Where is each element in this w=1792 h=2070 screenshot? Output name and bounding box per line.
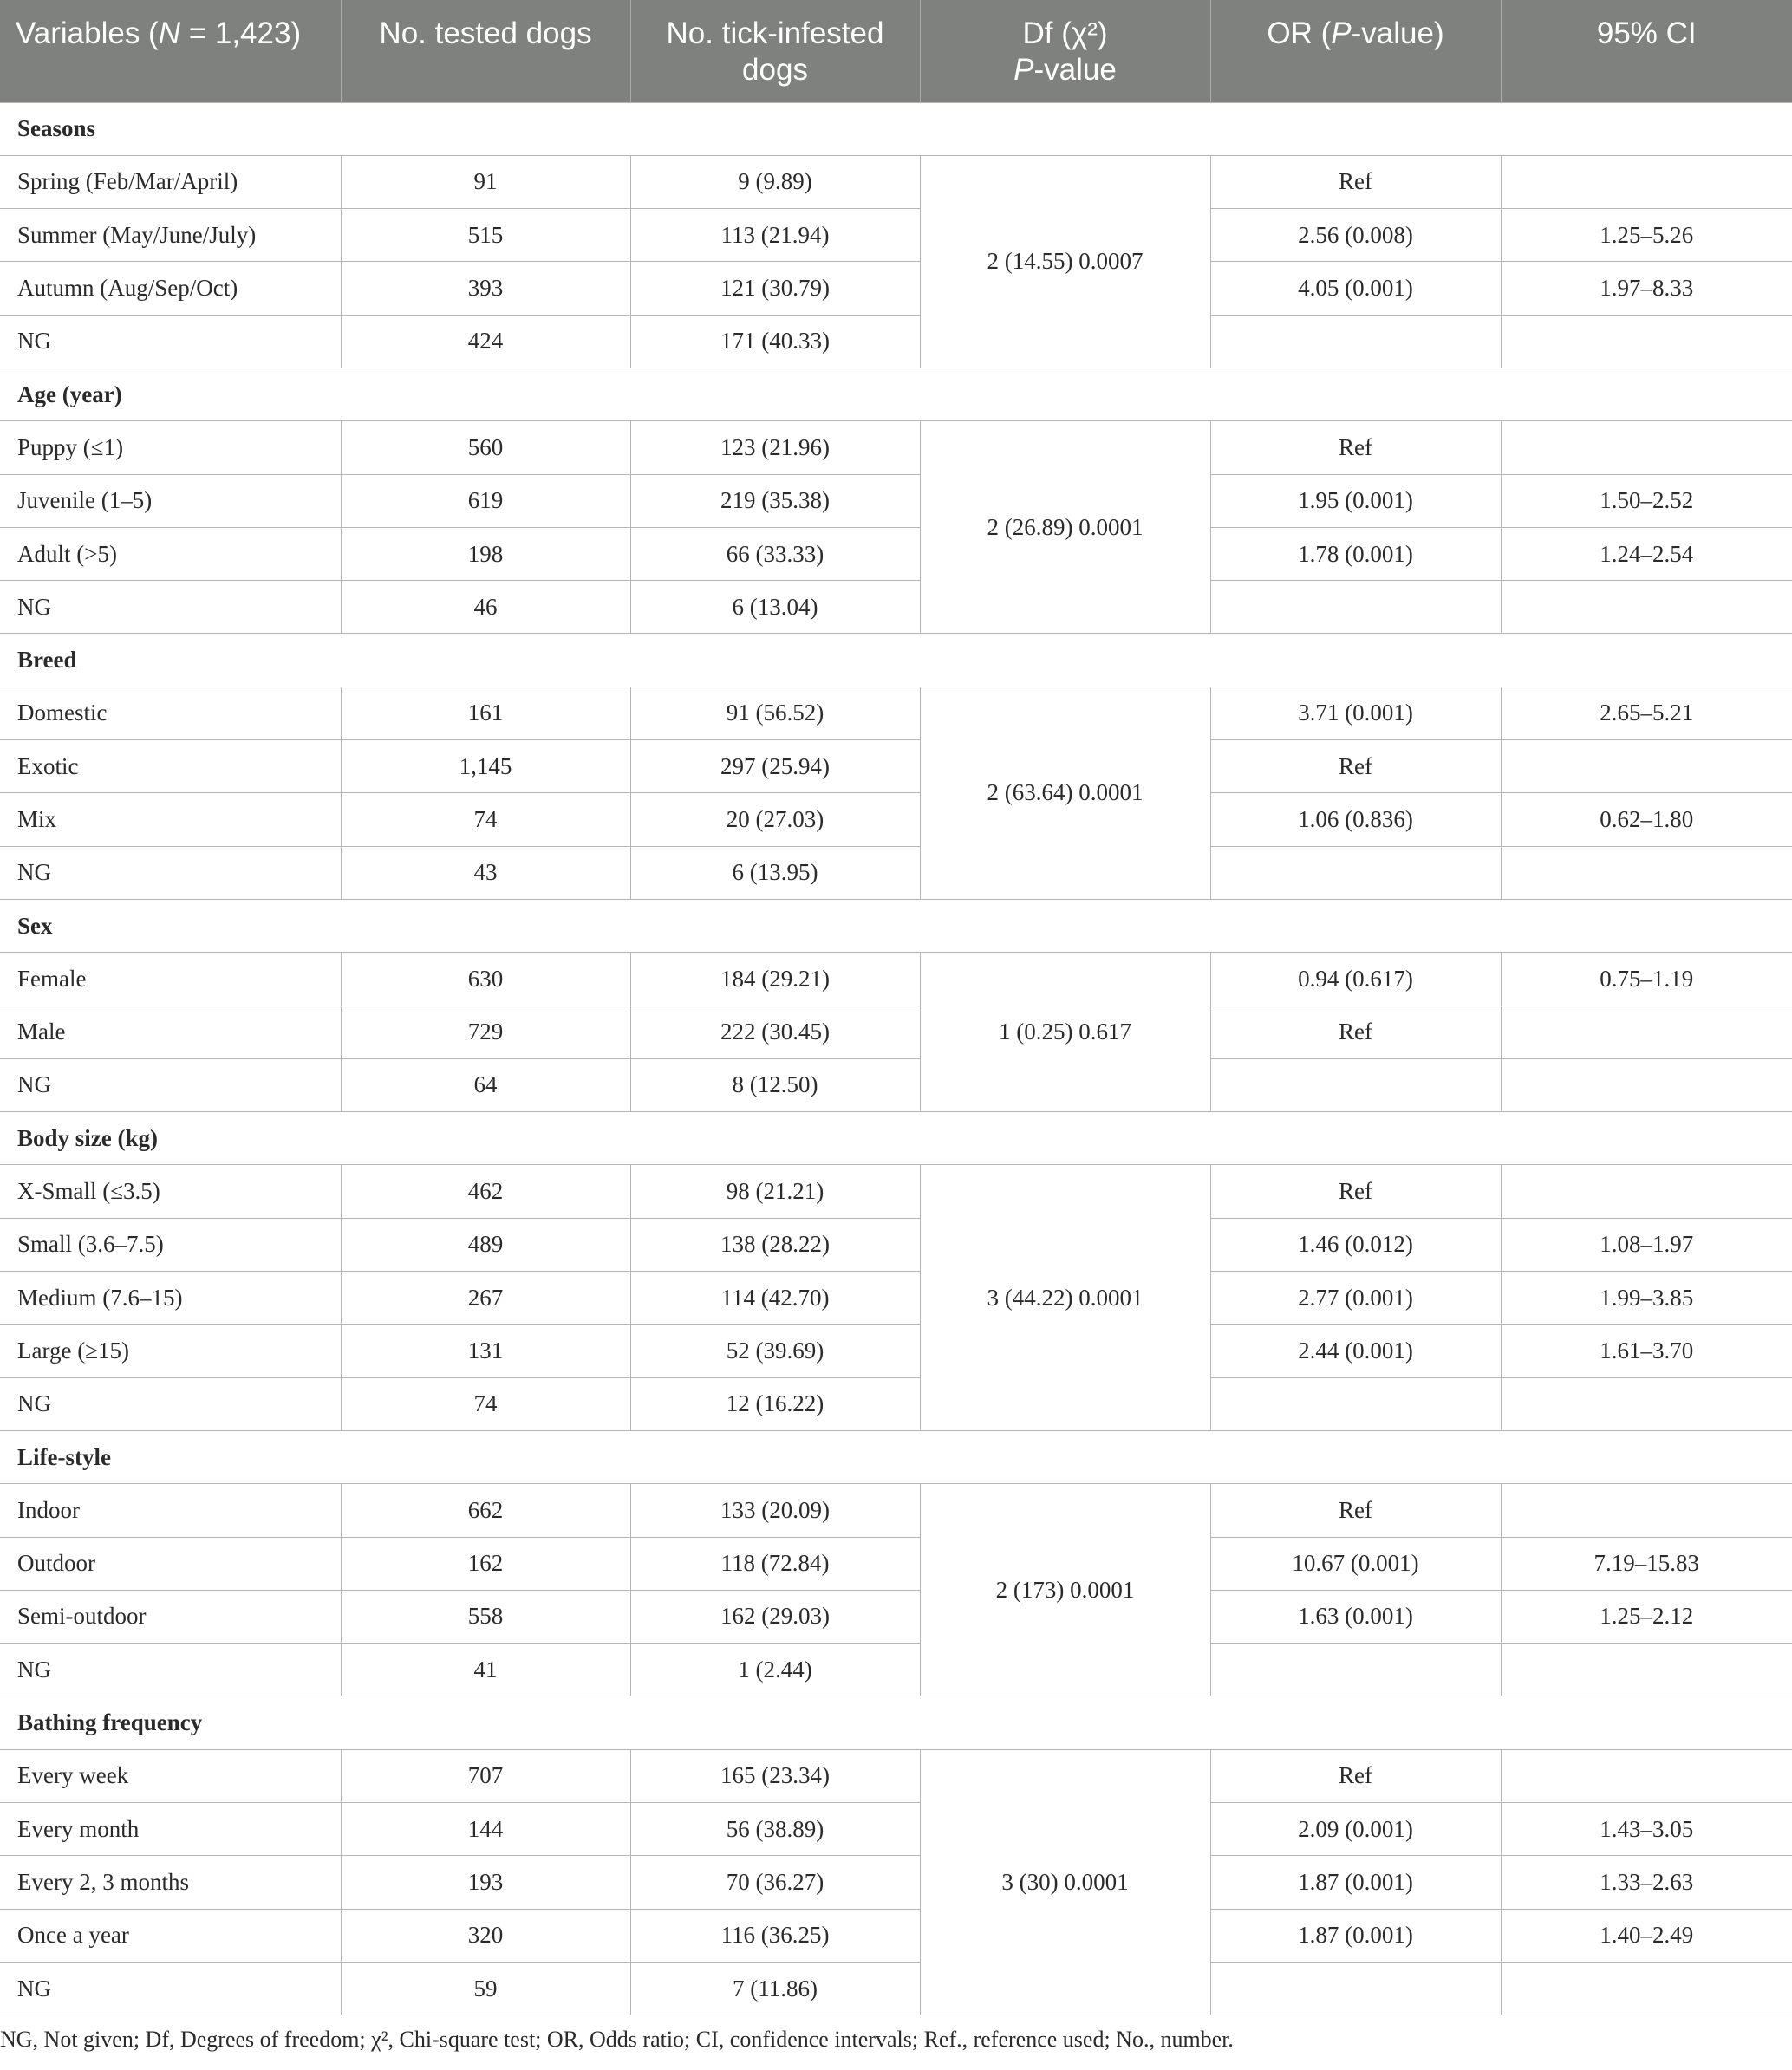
cell-variable: Medium (7.6–15) <box>0 1272 341 1325</box>
section-title: Seasons <box>0 102 1792 155</box>
cell-variable: NG <box>0 1058 341 1111</box>
table-row <box>0 1644 1792 1696</box>
cell-ci: 0.75–1.19 <box>1501 953 1792 1006</box>
cell-or: 1.87 (0.001) <box>1210 1856 1501 1909</box>
cell-infested: 6 (13.04) <box>630 581 920 634</box>
header-df-line2 <box>929 52 1202 88</box>
header-variables <box>0 0 341 102</box>
cell-or: 3.71 (0.001) <box>1210 687 1501 739</box>
table-row <box>0 262 1792 315</box>
cell-infested: 8 (12.50) <box>630 1058 920 1111</box>
table-row <box>0 527 1792 580</box>
cell-ci <box>1501 1006 1792 1058</box>
cell-variable: Every 2, 3 months <box>0 1856 341 1909</box>
cell-variable: Once a year <box>0 1909 341 1962</box>
cell-variable: Spring (Feb/Mar/April) <box>0 155 341 208</box>
cell-ci: 1.33–2.63 <box>1501 1856 1792 1909</box>
cell-variable: Large (≥15) <box>0 1325 341 1377</box>
section-row <box>0 634 1792 687</box>
cell-variable: Every week <box>0 1749 341 1802</box>
table-row <box>0 1909 1792 1962</box>
cell-tested: 560 <box>341 421 630 474</box>
cell-tested: 198 <box>341 527 630 580</box>
cell-or: Ref <box>1210 1484 1501 1537</box>
cell-tested: 662 <box>341 1484 630 1537</box>
cell-df-chi-p: 2 (14.55) 0.0007 <box>920 155 1210 368</box>
header-variables-prefix: Variables ( <box>16 16 159 50</box>
cell-infested: 222 (30.45) <box>630 1006 920 1058</box>
cell-variable: NG <box>0 846 341 899</box>
cell-or: 0.94 (0.617) <box>1210 953 1501 1006</box>
header-or-p: P <box>1331 16 1352 50</box>
section-title: Bathing frequency <box>0 1696 1792 1749</box>
cell-infested: 91 (56.52) <box>630 687 920 739</box>
header-ci: 95% CI <box>1501 0 1792 102</box>
table-row <box>0 474 1792 527</box>
section-row <box>0 1696 1792 1749</box>
cell-tested: 267 <box>341 1272 630 1325</box>
table-row <box>0 1803 1792 1856</box>
cell-variable: NG <box>0 581 341 634</box>
cell-tested: 144 <box>341 1803 630 1856</box>
header-infested: No. tick-infested dogs <box>630 0 920 102</box>
table-row <box>0 793 1792 846</box>
cell-ci <box>1501 1165 1792 1218</box>
cell-infested: 123 (21.96) <box>630 421 920 474</box>
cell-or: Ref <box>1210 740 1501 793</box>
table-row <box>0 1272 1792 1325</box>
cell-ci: 2.65–5.21 <box>1501 687 1792 739</box>
cell-infested: 171 (40.33) <box>630 315 920 368</box>
cell-infested: 113 (21.94) <box>630 209 920 262</box>
cell-variable: NG <box>0 315 341 368</box>
cell-tested: 1,145 <box>341 740 630 793</box>
cell-or <box>1210 315 1501 368</box>
table-row <box>0 315 1792 368</box>
cell-df-chi-p: 2 (26.89) 0.0001 <box>920 421 1210 634</box>
cell-variable: Every month <box>0 1803 341 1856</box>
cell-infested: 52 (39.69) <box>630 1325 920 1377</box>
table-footnote: NG, Not given; Df, Degrees of freedom; χ², Chi-square test; OR, Odds ratio; CI, confidence intervals; Ref., reference used; No., number. <box>0 2027 1234 2052</box>
cell-tested: 320 <box>341 1909 630 1962</box>
cell-infested: 66 (33.33) <box>630 527 920 580</box>
cell-variable: Summer (May/June/July) <box>0 209 341 262</box>
table-row <box>0 740 1792 793</box>
cell-tested: 193 <box>341 1856 630 1909</box>
cell-variable: Puppy (≤1) <box>0 421 341 474</box>
cell-ci: 1.25–5.26 <box>1501 209 1792 262</box>
cell-variable: Juvenile (1–5) <box>0 474 341 527</box>
cell-variable: Autumn (Aug/Sep/Oct) <box>0 262 341 315</box>
cell-ci: 0.62–1.80 <box>1501 793 1792 846</box>
cell-ci: 1.40–2.49 <box>1501 1909 1792 1962</box>
cell-infested: 118 (72.84) <box>630 1537 920 1590</box>
cell-ci <box>1501 315 1792 368</box>
header-df-line1: Df (χ²) <box>1022 16 1108 50</box>
cell-tested: 43 <box>341 846 630 899</box>
cell-ci: 1.61–3.70 <box>1501 1325 1792 1377</box>
cell-infested: 133 (20.09) <box>630 1484 920 1537</box>
cell-or: Ref <box>1210 155 1501 208</box>
cell-infested: 20 (27.03) <box>630 793 920 846</box>
cell-infested: 114 (42.70) <box>630 1272 920 1325</box>
cell-or: 2.44 (0.001) <box>1210 1325 1501 1377</box>
cell-or: 2.56 (0.008) <box>1210 209 1501 262</box>
cell-ci: 7.19–15.83 <box>1501 1537 1792 1590</box>
table-body <box>0 102 1792 2015</box>
cell-infested: 184 (29.21) <box>630 953 920 1006</box>
cell-infested: 1 (2.44) <box>630 1644 920 1696</box>
cell-ci <box>1501 740 1792 793</box>
cell-tested: 91 <box>341 155 630 208</box>
cell-ci: 1.24–2.54 <box>1501 527 1792 580</box>
table-row <box>0 421 1792 474</box>
cell-or: 4.05 (0.001) <box>1210 262 1501 315</box>
section-title: Body size (kg) <box>0 1112 1792 1165</box>
cell-tested: 74 <box>341 793 630 846</box>
cell-infested: 6 (13.95) <box>630 846 920 899</box>
cell-or: 1.95 (0.001) <box>1210 474 1501 527</box>
header-row <box>0 0 1792 102</box>
cell-tested: 41 <box>341 1644 630 1696</box>
cell-tested: 707 <box>341 1749 630 1802</box>
header-variables-n: N <box>158 16 180 50</box>
section-title: Breed <box>0 634 1792 687</box>
cell-ci <box>1501 1962 1792 2015</box>
cell-or <box>1210 846 1501 899</box>
cell-variable: Exotic <box>0 740 341 793</box>
cell-tested: 393 <box>341 262 630 315</box>
table-row <box>0 953 1792 1006</box>
cell-ci <box>1501 1377 1792 1430</box>
cell-df-chi-p: 2 (63.64) 0.0001 <box>920 687 1210 899</box>
table-row <box>0 1325 1792 1377</box>
cell-variable: NG <box>0 1962 341 2015</box>
cell-variable: Adult (>5) <box>0 527 341 580</box>
cell-infested: 56 (38.89) <box>630 1803 920 1856</box>
cell-infested: 12 (16.22) <box>630 1377 920 1430</box>
header-df <box>920 0 1210 102</box>
cell-tested: 46 <box>341 581 630 634</box>
cell-ci <box>1501 1484 1792 1537</box>
header-df-suffix: -value <box>1033 53 1117 87</box>
cell-or: 1.06 (0.836) <box>1210 793 1501 846</box>
cell-or: Ref <box>1210 421 1501 474</box>
cell-or: Ref <box>1210 1165 1501 1218</box>
cell-variable: Semi-outdoor <box>0 1590 341 1643</box>
cell-ci <box>1501 581 1792 634</box>
cell-or <box>1210 1058 1501 1111</box>
cell-variable: Domestic <box>0 687 341 739</box>
table-row <box>0 581 1792 634</box>
cell-infested: 116 (36.25) <box>630 1909 920 1962</box>
cell-or: 1.46 (0.012) <box>1210 1218 1501 1271</box>
section-title: Sex <box>0 899 1792 952</box>
cell-or: 1.87 (0.001) <box>1210 1909 1501 1962</box>
cell-df-chi-p: 2 (173) 0.0001 <box>920 1484 1210 1696</box>
table-row <box>0 1006 1792 1058</box>
table-row <box>0 209 1792 262</box>
cell-or: 10.67 (0.001) <box>1210 1537 1501 1590</box>
table-header <box>0 0 1792 102</box>
header-df-p: P <box>1013 53 1034 87</box>
cell-or: Ref <box>1210 1006 1501 1058</box>
cell-df-chi-p: 3 (44.22) 0.0001 <box>920 1165 1210 1430</box>
cell-ci <box>1501 1644 1792 1696</box>
cell-ci <box>1501 421 1792 474</box>
cell-variable: NG <box>0 1377 341 1430</box>
cell-ci <box>1501 1058 1792 1111</box>
cell-tested: 64 <box>341 1058 630 1111</box>
cell-or <box>1210 1377 1501 1430</box>
cell-tested: 74 <box>341 1377 630 1430</box>
section-row <box>0 899 1792 952</box>
cell-infested: 162 (29.03) <box>630 1590 920 1643</box>
cell-tested: 729 <box>341 1006 630 1058</box>
header-tested: No. tested dogs <box>341 0 630 102</box>
cell-ci <box>1501 846 1792 899</box>
cell-infested: 70 (36.27) <box>630 1856 920 1909</box>
cell-df-chi-p: 3 (30) 0.0001 <box>920 1749 1210 2015</box>
cell-tested: 558 <box>341 1590 630 1643</box>
cell-or: 2.09 (0.001) <box>1210 1803 1501 1856</box>
cell-ci: 1.99–3.85 <box>1501 1272 1792 1325</box>
cell-or: 1.78 (0.001) <box>1210 527 1501 580</box>
cell-variable: NG <box>0 1644 341 1696</box>
cell-variable: Indoor <box>0 1484 341 1537</box>
cell-tested: 424 <box>341 315 630 368</box>
section-row <box>0 1112 1792 1165</box>
section-title: Life-style <box>0 1430 1792 1483</box>
table-row <box>0 1749 1792 1802</box>
cell-variable: Small (3.6–7.5) <box>0 1218 341 1271</box>
header-variables-suffix: = 1,423) <box>179 16 302 50</box>
header-or <box>1210 0 1501 102</box>
section-row <box>0 1430 1792 1483</box>
cell-infested: 219 (35.38) <box>630 474 920 527</box>
cell-infested: 165 (23.34) <box>630 1749 920 1802</box>
table-row <box>0 1590 1792 1643</box>
header-or-prefix: OR ( <box>1267 16 1332 50</box>
cell-or <box>1210 1644 1501 1696</box>
table-row <box>0 1165 1792 1218</box>
table-row <box>0 1484 1792 1537</box>
cell-variable: Mix <box>0 793 341 846</box>
section-title: Age (year) <box>0 368 1792 420</box>
cell-df-chi-p: 1 (0.25) 0.617 <box>920 953 1210 1112</box>
table-row <box>0 1962 1792 2015</box>
cell-tested: 489 <box>341 1218 630 1271</box>
table-row <box>0 1218 1792 1271</box>
cell-or <box>1210 1962 1501 2015</box>
cell-ci: 1.08–1.97 <box>1501 1218 1792 1271</box>
cell-ci: 1.97–8.33 <box>1501 262 1792 315</box>
cell-infested: 138 (28.22) <box>630 1218 920 1271</box>
cell-tested: 162 <box>341 1537 630 1590</box>
table-row <box>0 687 1792 739</box>
table-row <box>0 1537 1792 1590</box>
cell-infested: 7 (11.86) <box>630 1962 920 2015</box>
cell-variable: X-Small (≤3.5) <box>0 1165 341 1218</box>
cell-ci <box>1501 155 1792 208</box>
header-or-suffix: -value) <box>1351 16 1444 50</box>
table-row <box>0 1856 1792 1909</box>
cell-ci: 1.43–3.05 <box>1501 1803 1792 1856</box>
table-row <box>0 846 1792 899</box>
cell-ci: 1.25–2.12 <box>1501 1590 1792 1643</box>
cell-infested: 297 (25.94) <box>630 740 920 793</box>
cell-tested: 619 <box>341 474 630 527</box>
cell-tested: 630 <box>341 953 630 1006</box>
cell-or <box>1210 581 1501 634</box>
cell-tested: 462 <box>341 1165 630 1218</box>
section-row <box>0 102 1792 155</box>
cell-tested: 515 <box>341 209 630 262</box>
cell-infested: 121 (30.79) <box>630 262 920 315</box>
cell-or: 1.63 (0.001) <box>1210 1590 1501 1643</box>
cell-or: Ref <box>1210 1749 1501 1802</box>
cell-tested: 59 <box>341 1962 630 2015</box>
cell-ci <box>1501 1749 1792 1802</box>
section-row <box>0 368 1792 420</box>
cell-or: 2.77 (0.001) <box>1210 1272 1501 1325</box>
cell-variable: Male <box>0 1006 341 1058</box>
cell-tested: 161 <box>341 687 630 739</box>
cell-infested: 9 (9.89) <box>630 155 920 208</box>
cell-ci: 1.50–2.52 <box>1501 474 1792 527</box>
table-row <box>0 155 1792 208</box>
cell-tested: 131 <box>341 1325 630 1377</box>
cell-variable: Outdoor <box>0 1537 341 1590</box>
cell-variable: Female <box>0 953 341 1006</box>
cell-infested: 98 (21.21) <box>630 1165 920 1218</box>
table-row <box>0 1377 1792 1430</box>
table-row <box>0 1058 1792 1111</box>
